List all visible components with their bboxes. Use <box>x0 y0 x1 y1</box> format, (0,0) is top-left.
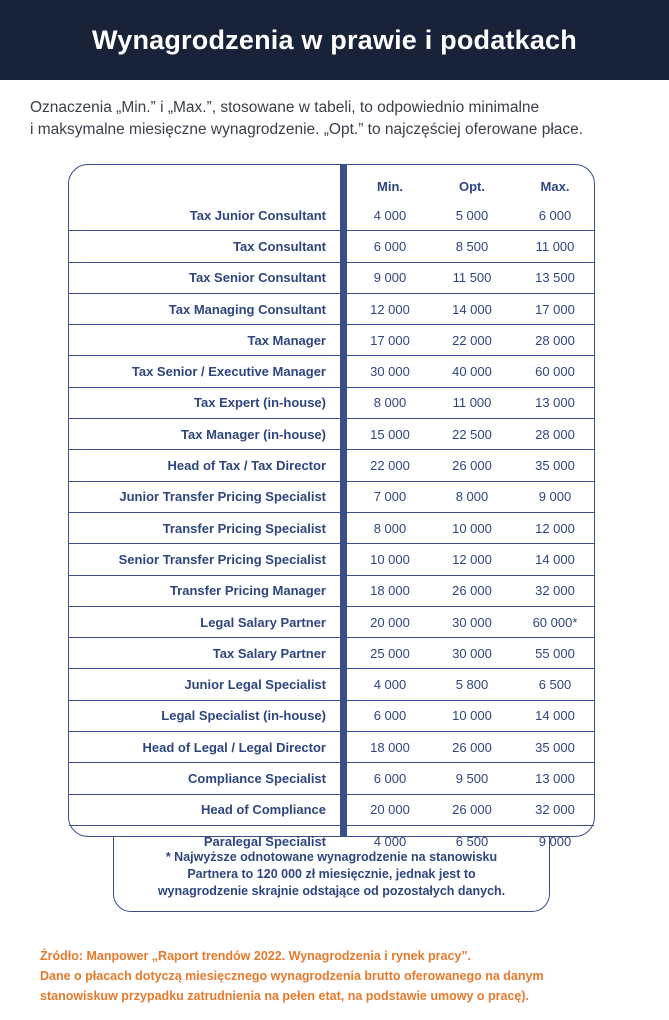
footnote-line: wynagrodzenie skrajnie odstające od pozostałych danych. <box>157 884 506 898</box>
intro-text <box>30 97 650 141</box>
footnote-line: Partnera to 120 000 zł miesięcznie, jednak jest to <box>187 867 476 881</box>
opt-cell: 12 000 <box>452 551 492 567</box>
min-cell: 10 000 <box>370 551 410 567</box>
table-row <box>69 731 594 762</box>
opt-cell: 26 000 <box>452 739 492 755</box>
role-cell: Tax Manager <box>247 332 326 348</box>
role-cell: Transfer Pricing Specialist <box>162 520 326 536</box>
role-cell: Junior Legal Specialist <box>184 677 326 693</box>
role-cell: Compliance Specialist <box>188 770 326 786</box>
table-row <box>69 293 594 324</box>
min-cell: 6 000 <box>373 708 407 724</box>
opt-cell: 30 000 <box>452 645 492 661</box>
table-row <box>69 449 594 480</box>
table-row <box>69 512 594 543</box>
min-cell: 20 000 <box>370 614 410 630</box>
table-row <box>69 637 594 668</box>
table-row <box>69 262 594 293</box>
max-cell: 28 000 <box>535 426 575 442</box>
min-cell: 4 000 <box>373 207 407 223</box>
opt-cell: 40 000 <box>452 364 492 380</box>
role-cell: Tax Senior / Executive Manager <box>131 364 326 380</box>
opt-cell: 22 500 <box>452 426 492 442</box>
intro-line: i maksymalne miesięczne wynagrodzenie. „Opt.” to najczęściej oferowane płace. <box>30 121 584 138</box>
role-cell: Junior Transfer Pricing Specialist <box>119 489 326 505</box>
max-cell: 9 000 <box>538 833 572 849</box>
min-cell: 4 000 <box>373 677 407 693</box>
max-cell: 12 000 <box>535 520 575 536</box>
min-cell: 18 000 <box>370 583 410 599</box>
min-cell: 22 000 <box>370 458 410 474</box>
table-header-row <box>69 179 594 199</box>
max-cell: 35 000 <box>535 739 575 755</box>
opt-cell: 26 000 <box>452 583 492 599</box>
opt-cell: 14 000 <box>452 301 492 317</box>
opt-cell: 11 000 <box>452 395 492 411</box>
role-cell: Tax Manager (in-house) <box>181 426 326 442</box>
max-cell: 13 000 <box>535 395 575 411</box>
table-row <box>69 575 594 606</box>
max-cell: 6 000 <box>538 207 572 223</box>
max-cell: 17 000 <box>535 301 575 317</box>
table-row <box>69 387 594 418</box>
min-cell: 17 000 <box>370 332 410 348</box>
max-cell: 14 000 <box>535 551 575 567</box>
opt-cell: 22 000 <box>452 332 492 348</box>
table-row <box>69 481 594 512</box>
opt-cell: 5 800 <box>455 677 489 693</box>
max-cell: 13 500 <box>535 270 575 286</box>
column-header-opt: Opt. <box>459 179 485 194</box>
table-row <box>69 418 594 449</box>
max-cell: 28 000 <box>535 332 575 348</box>
source-line: stanowiskuw przypadku zatrudnienia na pełen etat, na podstawie umowy o pracę). <box>40 989 529 1003</box>
max-cell: 60 000 <box>535 364 575 380</box>
table-row <box>69 700 594 731</box>
max-cell: 32 000 <box>535 583 575 599</box>
opt-cell: 8 000 <box>455 489 489 505</box>
min-cell: 20 000 <box>370 802 410 818</box>
max-cell: 9 000 <box>538 489 572 505</box>
min-cell: 6 000 <box>373 770 407 786</box>
min-cell: 25 000 <box>370 645 410 661</box>
table-row <box>69 668 594 699</box>
salary-table <box>68 164 595 849</box>
column-header-max: Max. <box>540 179 570 194</box>
opt-cell: 5 000 <box>455 207 489 223</box>
max-cell: 6 500 <box>538 677 572 693</box>
min-cell: 9 000 <box>373 270 407 286</box>
table-row <box>69 200 594 230</box>
min-cell: 8 000 <box>373 395 407 411</box>
role-cell: Tax Expert (in-house) <box>194 395 326 411</box>
role-cell: Tax Consultant <box>233 238 326 254</box>
role-cell: Tax Salary Partner <box>212 645 326 661</box>
opt-cell: 6 500 <box>455 833 489 849</box>
table-row <box>69 355 594 386</box>
footnote-box <box>113 836 550 912</box>
source-note <box>40 946 650 1006</box>
min-cell: 7 000 <box>373 489 407 505</box>
opt-cell: 10 000 <box>452 520 492 536</box>
opt-cell: 11 500 <box>452 270 492 286</box>
role-cell: Head of Legal / Legal Director <box>142 739 326 755</box>
max-cell: 35 000 <box>535 458 575 474</box>
page-title: Wynagrodzenia w prawie i podatkach <box>92 24 577 55</box>
opt-cell: 26 000 <box>452 802 492 818</box>
role-cell: Paralegal Specialist <box>203 833 326 849</box>
source-line: Źródło: Manpower „Raport trendów 2022. Wynagrodzenia i rynek pracy”. <box>40 949 472 963</box>
role-cell: Tax Managing Consultant <box>168 301 326 317</box>
intro-line: Oznaczenia „Min.” i „Max.”, stosowane w tabeli, to odpowiednio minimalne <box>30 99 540 116</box>
table-row <box>69 230 594 261</box>
role-cell: Head of Tax / Tax Director <box>167 458 326 474</box>
column-header-min: Min. <box>377 179 403 194</box>
opt-cell: 10 000 <box>452 708 492 724</box>
min-cell: 8 000 <box>373 520 407 536</box>
role-cell: Senior Transfer Pricing Specialist <box>118 551 326 567</box>
max-cell: 13 000 <box>535 770 575 786</box>
max-cell: 32 000 <box>535 802 575 818</box>
max-cell: 55 000 <box>535 645 575 661</box>
min-cell: 30 000 <box>370 364 410 380</box>
opt-cell: 26 000 <box>452 458 492 474</box>
source-line: Dane o płacach dotyczą miesięcznego wynagrodzenia brutto oferowanego na danym <box>40 969 544 983</box>
max-cell: 60 000* <box>532 614 578 630</box>
opt-cell: 8 500 <box>455 238 489 254</box>
min-cell: 18 000 <box>370 739 410 755</box>
min-cell: 4 000 <box>373 833 407 849</box>
table-row <box>69 794 594 825</box>
role-cell: Tax Junior Consultant <box>189 207 326 223</box>
min-cell: 6 000 <box>373 238 407 254</box>
role-cell: Head of Compliance <box>201 802 326 818</box>
table-row <box>69 762 594 793</box>
role-cell: Tax Senior Consultant <box>189 270 326 286</box>
footnote-line: * Najwyższe odnotowane wynagrodzenie na stanowisku <box>165 850 498 864</box>
table-row <box>69 606 594 637</box>
table-row <box>69 324 594 355</box>
table-row <box>69 543 594 574</box>
role-cell: Legal Specialist (in-house) <box>161 708 326 724</box>
role-cell: Transfer Pricing Manager <box>169 583 326 599</box>
min-cell: 15 000 <box>370 426 410 442</box>
opt-cell: 9 500 <box>455 770 489 786</box>
max-cell: 14 000 <box>535 708 575 724</box>
max-cell: 11 000 <box>535 238 575 254</box>
min-cell: 12 000 <box>370 301 410 317</box>
table-body <box>69 200 594 856</box>
page-header <box>0 0 669 80</box>
role-cell: Legal Salary Partner <box>200 614 326 630</box>
opt-cell: 30 000 <box>452 614 492 630</box>
